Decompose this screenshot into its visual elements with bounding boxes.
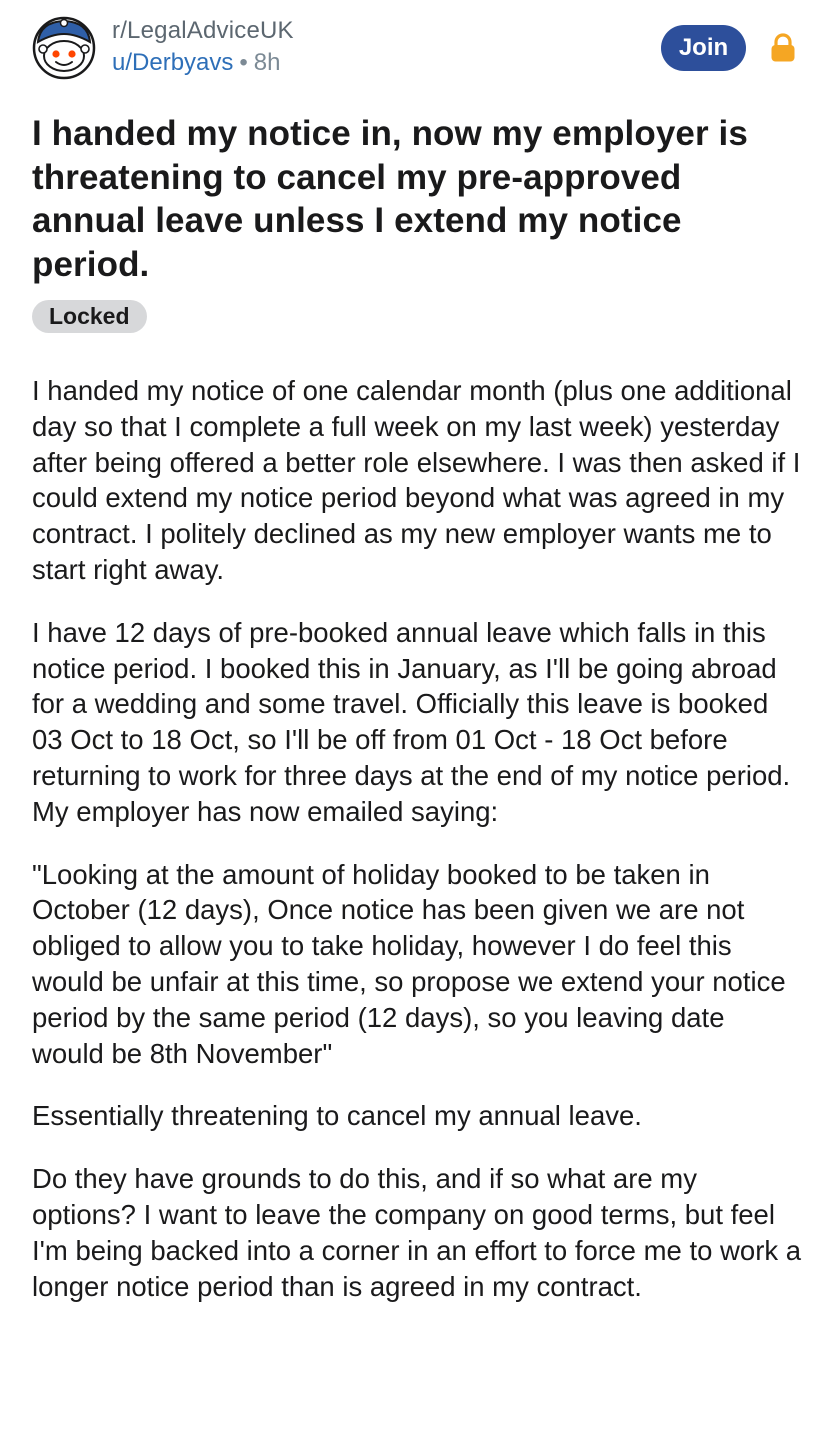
post-age: 8h xyxy=(253,49,281,76)
locked-badge: Locked xyxy=(32,300,147,333)
post-body xyxy=(32,373,802,1331)
subreddit-link[interactable]: r/LegalAdviceUK xyxy=(112,17,294,44)
body-paragraph: Do they have grounds to do this, and if so what are my options? I want to leave the company on good terms, but feel I'm being backed into a corner in an effort to force me to work a longer notice period than is agreed in my contract. xyxy=(32,1163,802,1302)
post-header xyxy=(0,0,826,90)
separator-dot: • xyxy=(239,49,248,76)
post-meta xyxy=(112,16,294,78)
lock-icon xyxy=(770,33,796,63)
post-byline xyxy=(112,48,294,78)
post-title[interactable]: I handed my notice in, now my employer is threatening to cancel my pre-approved annual leave unless I extend my notice period. xyxy=(32,114,748,284)
body-paragraph: I handed my notice of one calendar month (plus one additional day so that I complete a full week on my last week) yesterday after being offered a better role elsewhere. I was then asked if I could extend my notice period beyond what was agreed in my contract. I politely declined as my new employer wants me to start right away. xyxy=(32,375,801,585)
body-paragraph: Essentially threatening to cancel my annual leave. xyxy=(32,1100,642,1132)
join-button[interactable]: Join xyxy=(661,25,746,71)
body-paragraph: "Looking at the amount of holiday booked to be taken in October (12 days), Once notice has been given we are not obliged to allow you to take holiday, however I do feel this would be unfair at this time, so propose we extend your notice period by the same period (12 days), so you leaving date would be 8th November" xyxy=(32,858,786,1069)
body-paragraph: I have 12 days of pre-booked annual leave which falls in this notice period. I booked this in January, as I'll be going abroad for a wedding and some travel. Officially this leave is booked 03 Oct to 18 Oct, so I'll be off from 01 Oct - 18 Oct before returning to work for three days at the end of my notice period. My employer has now emailed saying: xyxy=(32,616,791,827)
author-link[interactable]: u/Derbyavs xyxy=(112,49,234,76)
reddit-snoo-avatar-icon[interactable] xyxy=(32,16,96,80)
